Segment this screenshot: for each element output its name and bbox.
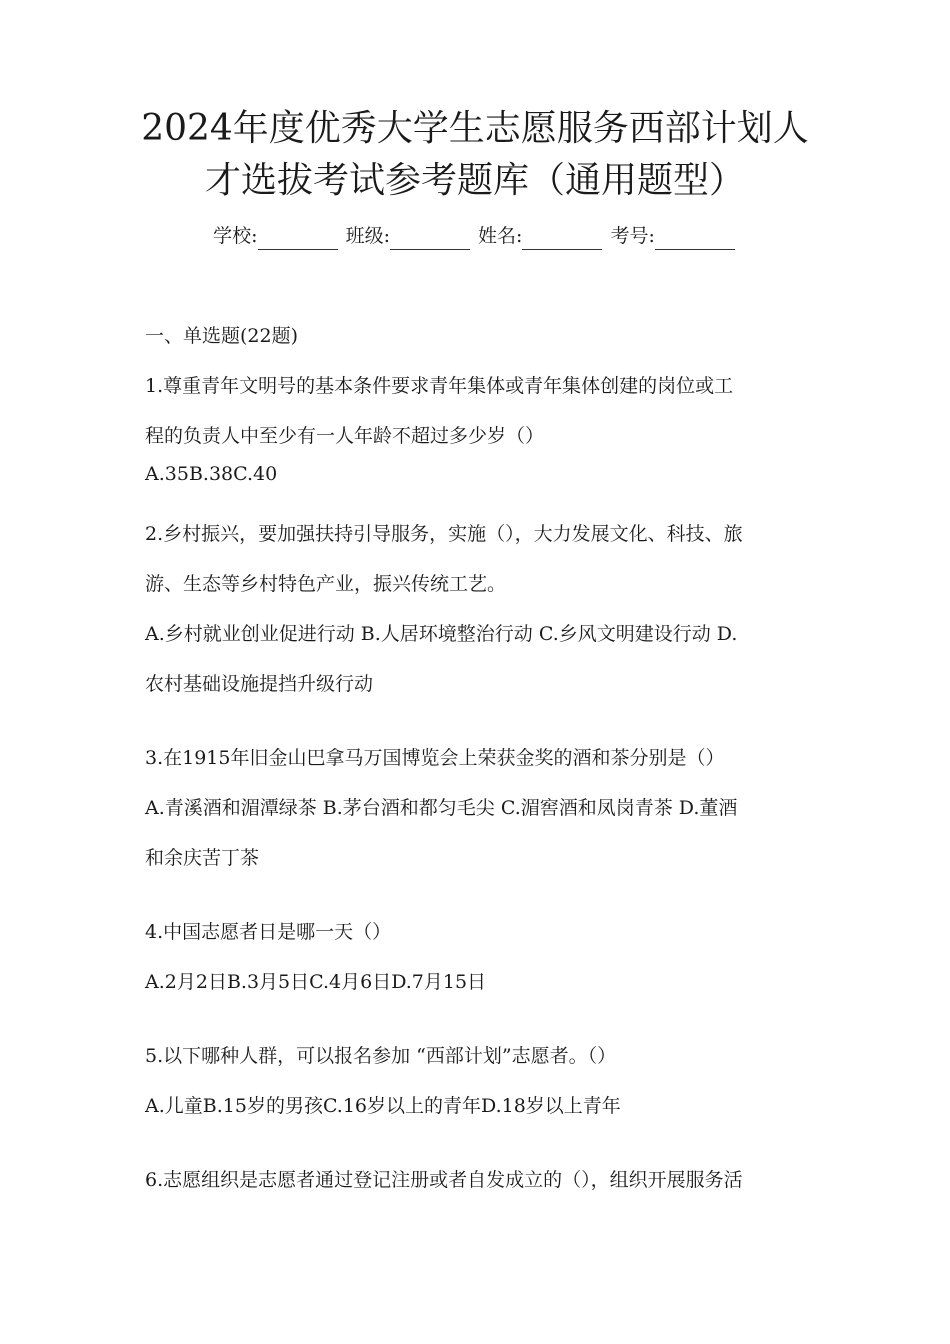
- question-3-text-line-1: 3.在1915年旧金山巴拿马万国博览会上荣获金奖的酒和茶分别是（）: [145, 747, 725, 769]
- section-heading: 一、单选题(22题): [145, 325, 299, 347]
- question-3-options-line-1: A.青溪酒和湄潭绿茶 B.茅台酒和都匀毛尖 C.湄窖酒和凤岗青茶 D.董酒: [145, 797, 738, 819]
- question-2-options-line-1: A.乡村就业创业促进行动 B.人居环境整治行动 C.乡风文明建设行动 D.: [145, 623, 738, 645]
- name-blank: [522, 229, 602, 250]
- name-label: 姓名:: [478, 225, 523, 247]
- question-6-text-line-1: 6.志愿组织是志愿者通过登记注册或者自发成立的（），组织开展服务活: [145, 1169, 743, 1191]
- question-4-options: A.2月2日B.3月5日C.4月6日D.7月15日: [145, 971, 487, 993]
- number-blank: [655, 229, 735, 250]
- school-label: 学校:: [213, 225, 258, 247]
- question-5-options: A.儿童B.15岁的男孩C.16岁以上的青年D.18岁以上青年: [145, 1095, 621, 1117]
- question-3-options-line-2: 和余庆苦丁茶: [145, 847, 260, 869]
- question-1-options: A.35B.38C.40: [145, 463, 278, 485]
- question-5-text-line-1: 5.以下哪种人群，可以报名参加 “西部计划”志愿者。（）: [145, 1045, 617, 1067]
- question-1-text-line-1: 1.尊重青年文明号的基本条件要求青年集体或青年集体创建的岗位或工: [145, 375, 734, 397]
- document-title-line-1: 2024年度优秀大学生志愿服务西部计划人: [141, 108, 809, 149]
- number-label: 考号:: [610, 225, 655, 247]
- question-2-text-line-2: 游、生态等乡村特色产业，振兴传统工艺。: [145, 573, 507, 595]
- class-blank: [390, 229, 470, 250]
- question-4-text-line-1: 4.中国志愿者日是哪一天（）: [145, 921, 392, 943]
- question-2-options-line-2: 农村基础设施提挡升级行动: [145, 673, 374, 695]
- student-info-row: [0, 222, 950, 250]
- question-2-text-line-1: 2.乡村振兴，要加强扶持引导服务，实施（），大力发展文化、科技、旅: [145, 523, 743, 545]
- document-title-line-2: 才选拔考试参考题库（通用题型）: [204, 160, 745, 201]
- school-blank: [258, 229, 338, 250]
- class-label: 班级:: [345, 225, 390, 247]
- question-1-text-line-2: 程的负责人中至少有一人年龄不超过多少岁（）: [145, 425, 545, 447]
